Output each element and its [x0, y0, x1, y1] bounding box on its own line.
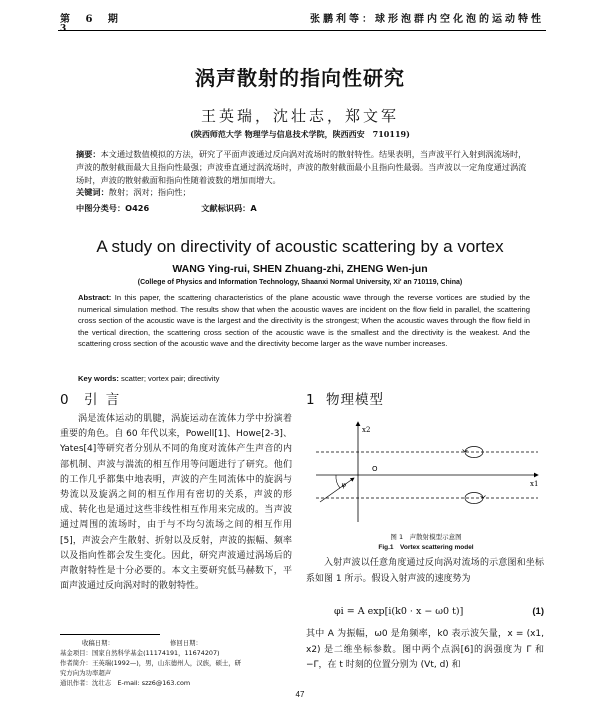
page-number: 47: [295, 690, 305, 699]
clc-label: 中图分类号：: [76, 203, 126, 213]
doc-code-label: 文献标识码：: [201, 203, 251, 213]
classification-cn: [76, 203, 257, 214]
clc-value: O426: [125, 203, 150, 213]
section-1-heading: [306, 388, 384, 408]
doc-code-value: A: [250, 203, 257, 213]
journal-issue: 第 6 期: [60, 14, 124, 25]
abstract-en: [78, 292, 530, 350]
keywords-cn-text: 散射；涡对；指向性；: [108, 187, 191, 197]
section-0-heading: [60, 388, 121, 408]
received-label: 收稿日期：: [82, 639, 114, 647]
footnote-author-2: 究方向为功率超声: [60, 669, 112, 677]
footnote: [60, 638, 292, 688]
footnote-contact: 通讯作者：沈壮志 E-mail: szz6@163.com: [60, 679, 191, 687]
running-title: 张鹏利等：球形泡群内空化泡的运动特性: [310, 14, 544, 25]
revised-label: 修回日期：: [169, 639, 202, 647]
section-0-number: 0: [60, 392, 71, 408]
abstract-cn-text: 本文通过数值模拟的方法，研究了平面声波通过反向涡对流场时的散射特性。结果表明，当声波平行入射到涡流场时，声波的散射截面最大且指向性最强；声波垂直通过涡流场时，声波的散射截面最小且指向性最弱。当声波以一定角度通过涡流场时，声波的散射截面和指向性随着波数的增加而增大。: [76, 149, 527, 185]
equation-1-number: (1): [532, 606, 544, 617]
section-1-number: 1: [306, 392, 316, 408]
figure-1-diagram: [306, 418, 546, 528]
model-paragraph-2: 其中 A 为振幅，ω0 是角频率，k0 表示波矢量，x = (x1, x2) 是二维坐标参数。图中两个点涡[6]的涡强度为 Γ 和 −Γ，在 t 时刻的位置分别为 (Vt, d) 和: [306, 629, 544, 670]
equation-1: [334, 606, 544, 617]
x2-label: x2: [362, 426, 371, 434]
section-0-title: 引 言: [84, 392, 122, 408]
authors-en: WANG Ying-rui, SHEN Zhuang-zhi, ZHENG Wen-jun: [172, 263, 428, 275]
model-body: [306, 556, 544, 587]
affiliation-en: (College of Physics and Information Technology, Shaanxi Normal University, Xi' an 710119, China): [137, 279, 463, 286]
angle-psi-label: ψ: [341, 481, 347, 489]
figure-1-caption-en: Fig.1 Vortex scattering model: [378, 544, 474, 551]
footnote-rule: [60, 634, 160, 635]
abstract-en-label: Abstract:: [78, 293, 112, 302]
model-body-2: [306, 627, 544, 674]
incident-wave-arrow: [320, 478, 354, 502]
origin-label: O: [372, 465, 378, 473]
header-rule: [58, 30, 546, 31]
abstract-cn: [76, 148, 528, 187]
authors-cn: 王英瑞，沈壮志，郑文军: [200, 107, 399, 125]
keywords-en: [78, 374, 219, 383]
abstract-cn-label: 摘要：: [76, 149, 101, 159]
paper-title-cn: 涡声散射的指向性研究: [195, 66, 405, 90]
footnote-fund: 基金项目：国家自然科学基金(11174191，11674207): [60, 649, 220, 657]
paper-title-en: A study on directivity of acoustic scattering by a vortex: [96, 237, 504, 256]
keywords-en-label: Key words:: [78, 374, 119, 383]
intro-body: [60, 412, 292, 594]
equation-1-text: φi = A exp[i(k0 · x − ω0 t)]: [334, 606, 464, 617]
footnote-dates: [60, 638, 292, 648]
intro-paragraph: 涡是流体运动的肌腱，涡旋运动在流体力学中扮演着重要的角色。自 60 年代以来，Powell[1]、Howe[2-3]、Yates[4]等研究者分别从不同的角度对流体产生声音的内部机制、声波与湍流的相互作用等问题进行了研究。他们的工作几乎都集中地表明，声波的产生同流体中的旋涡与势流以及旋涡之间的相互作用有密切的关系，声波的形成、转化也是通过这些非线性相互作用来完成的。当声波通过周围的流场时，由于与不均匀流场之间的相互作用[5]，声波会产生散射、折射以及反射，声波的振幅、频率以及指向性都会发生变化。因此，研究声波通过涡场后的声散射特性是十分必要的。本文主要研究低马赫数下，平面声波通过反向涡对时的散射特性。: [60, 414, 292, 592]
keywords-cn: [76, 187, 191, 198]
keywords-en-text: scatter; vortex pair; directivity: [118, 374, 220, 383]
keywords-cn-label: 关键词：: [76, 187, 109, 197]
affiliation-cn: (陕西师范大学 物理学与信息技术学院，陕西西安 710119): [190, 129, 410, 139]
section-1-title: 物理模型: [326, 392, 384, 408]
figure-1-caption-cn: 图 1 声散射模型示意图: [390, 533, 462, 541]
x1-label: x1: [530, 480, 539, 488]
footnote-author-1: 作者简介：王英瑞(1992—)，男，山东德州人，汉族，硕士，研: [60, 659, 242, 667]
issue-sub: 3: [60, 24, 67, 34]
angle-arc: [336, 475, 340, 488]
model-paragraph: 入射声波以任意角度通过反向涡对流场的示意图和坐标系如图 1 所示。假设入射声波的速度势为: [306, 558, 544, 584]
abstract-en-text: In this paper, the scattering characteristics of the plane acoustic wave through the reverse vortices are studied by the numerical simulation method. The results show that when the acoustic waves are incident on the flow field in parallel, the scattering cross section of the acoustic wave is the largest and the directivity is the strongest; When the acoustic waves through the flow field in the vertical direction, the scattering cross section of the acoustic wave is the smallest and the directivity is the weakest. And the scattering cross section of the acoustic wave and the directivity become larger as the wave number increases.: [78, 293, 530, 349]
